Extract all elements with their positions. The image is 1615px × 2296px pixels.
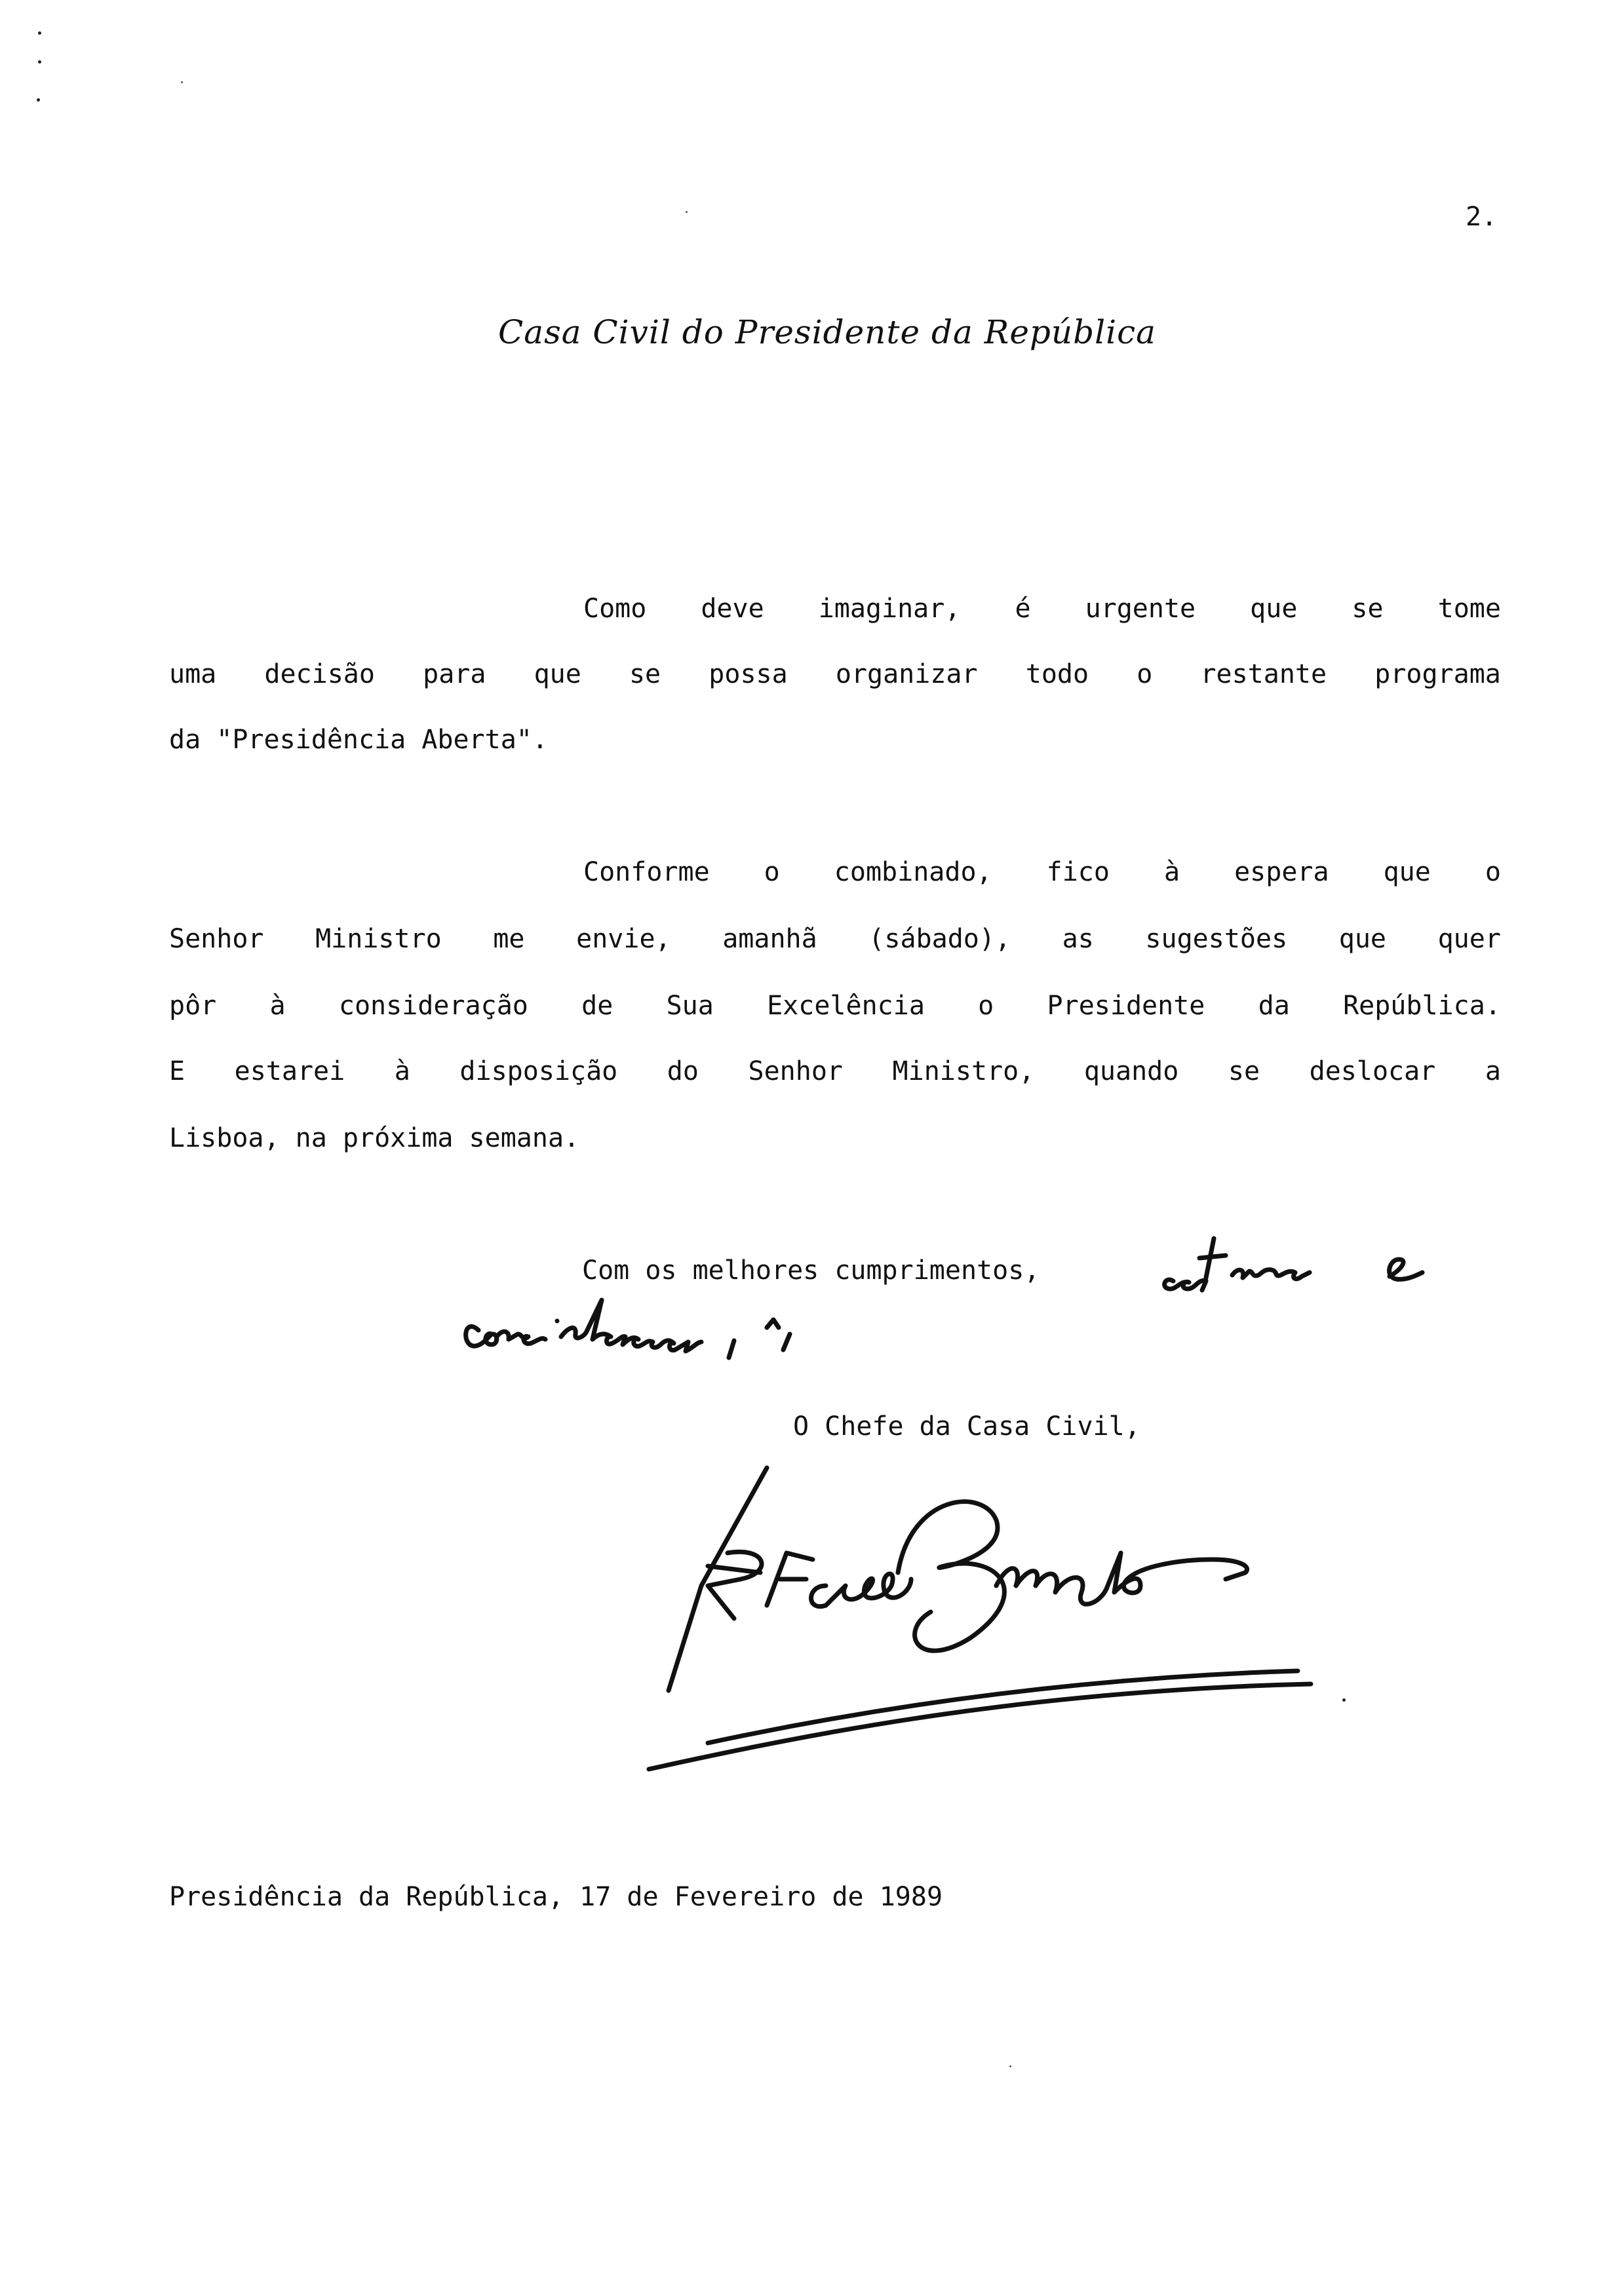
word: o [978, 991, 994, 1021]
word: tome [1437, 594, 1501, 624]
scan-speck [1009, 2065, 1011, 2067]
word: Ministro [315, 924, 442, 954]
handwritten-closing [459, 1206, 1455, 1422]
paragraph-2-line-3 [169, 991, 1501, 1021]
word: deslocar [1309, 1056, 1436, 1086]
word: se [1228, 1056, 1260, 1086]
word: amanhã [722, 924, 817, 954]
word: o [1485, 857, 1501, 887]
scan-speck [37, 98, 40, 102]
word: uma [169, 659, 217, 689]
word: consideração [338, 991, 528, 1021]
word: Conforme [583, 857, 710, 887]
word: Senhor [169, 924, 264, 954]
word: à [1163, 857, 1180, 887]
word: que [1338, 924, 1386, 954]
word: que [1383, 857, 1431, 887]
word: Presidente [1047, 991, 1205, 1021]
word: E [169, 1056, 185, 1086]
word: de [581, 991, 613, 1021]
word: Como [583, 594, 647, 624]
paragraph-2-line-1 [583, 857, 1501, 887]
word: sugestões [1145, 924, 1288, 954]
word: deve [701, 594, 764, 624]
word: do [667, 1056, 699, 1086]
word: Senhor [748, 1056, 843, 1086]
scan-speck [181, 81, 183, 83]
word: estarei [234, 1056, 345, 1086]
closing-typed: Com os melhores cumprimentos, [582, 1255, 1040, 1286]
paragraph-1-line-3: da "Presidência Aberta". [169, 725, 548, 755]
word: (sábado), [868, 924, 1011, 954]
page-number: 2. [1466, 202, 1498, 232]
paragraph-1-line-1 [583, 594, 1501, 624]
word: é [1015, 594, 1031, 624]
footer-date-line: Presidência da República, 17 de Fevereiro de 1989 [169, 1882, 943, 1912]
word: combinado, [834, 857, 992, 887]
paragraph-2-line-5: Lisboa, na próxima semana. [169, 1123, 580, 1153]
paragraph-2-line-2 [169, 924, 1501, 954]
word: pôr [169, 991, 217, 1021]
word: que [534, 659, 581, 689]
word: à [269, 991, 286, 1021]
word: Excelência [767, 991, 925, 1021]
word: da [1258, 991, 1290, 1021]
word: restante [1200, 659, 1327, 689]
word: quer [1437, 924, 1501, 954]
word: para [423, 659, 486, 689]
word: disposição [459, 1056, 618, 1086]
word: a [1485, 1056, 1501, 1086]
word: se [1352, 594, 1384, 624]
word: organizar [835, 659, 978, 689]
word: Sua [666, 991, 714, 1021]
word: à [394, 1056, 410, 1086]
signature [629, 1455, 1403, 1769]
word: espera [1234, 857, 1329, 887]
word: me [493, 924, 525, 954]
word: urgente [1085, 594, 1196, 624]
word: todo [1025, 659, 1089, 689]
word: fico [1046, 857, 1110, 887]
paragraph-1-line-2 [169, 659, 1501, 689]
word: Ministro, [892, 1056, 1035, 1086]
word: o [1137, 659, 1153, 689]
signatory-title: O Chefe da Casa Civil, [793, 1411, 1140, 1442]
word: que [1250, 594, 1298, 624]
paragraph-2-line-4 [169, 1056, 1501, 1086]
word: se [629, 659, 661, 689]
word: o [764, 857, 780, 887]
word: República. [1343, 991, 1501, 1021]
letterhead: Casa Civil do Presidente da República [498, 313, 1156, 351]
scan-speck [38, 31, 41, 35]
word: quando [1083, 1056, 1179, 1086]
word: programa [1374, 659, 1501, 689]
word: possa [709, 659, 788, 689]
word: imaginar, [818, 594, 961, 624]
word: decisão [264, 659, 375, 689]
word: envie, [576, 924, 671, 954]
word: as [1062, 924, 1094, 954]
scan-speck [38, 60, 41, 64]
scan-speck [686, 211, 688, 213]
